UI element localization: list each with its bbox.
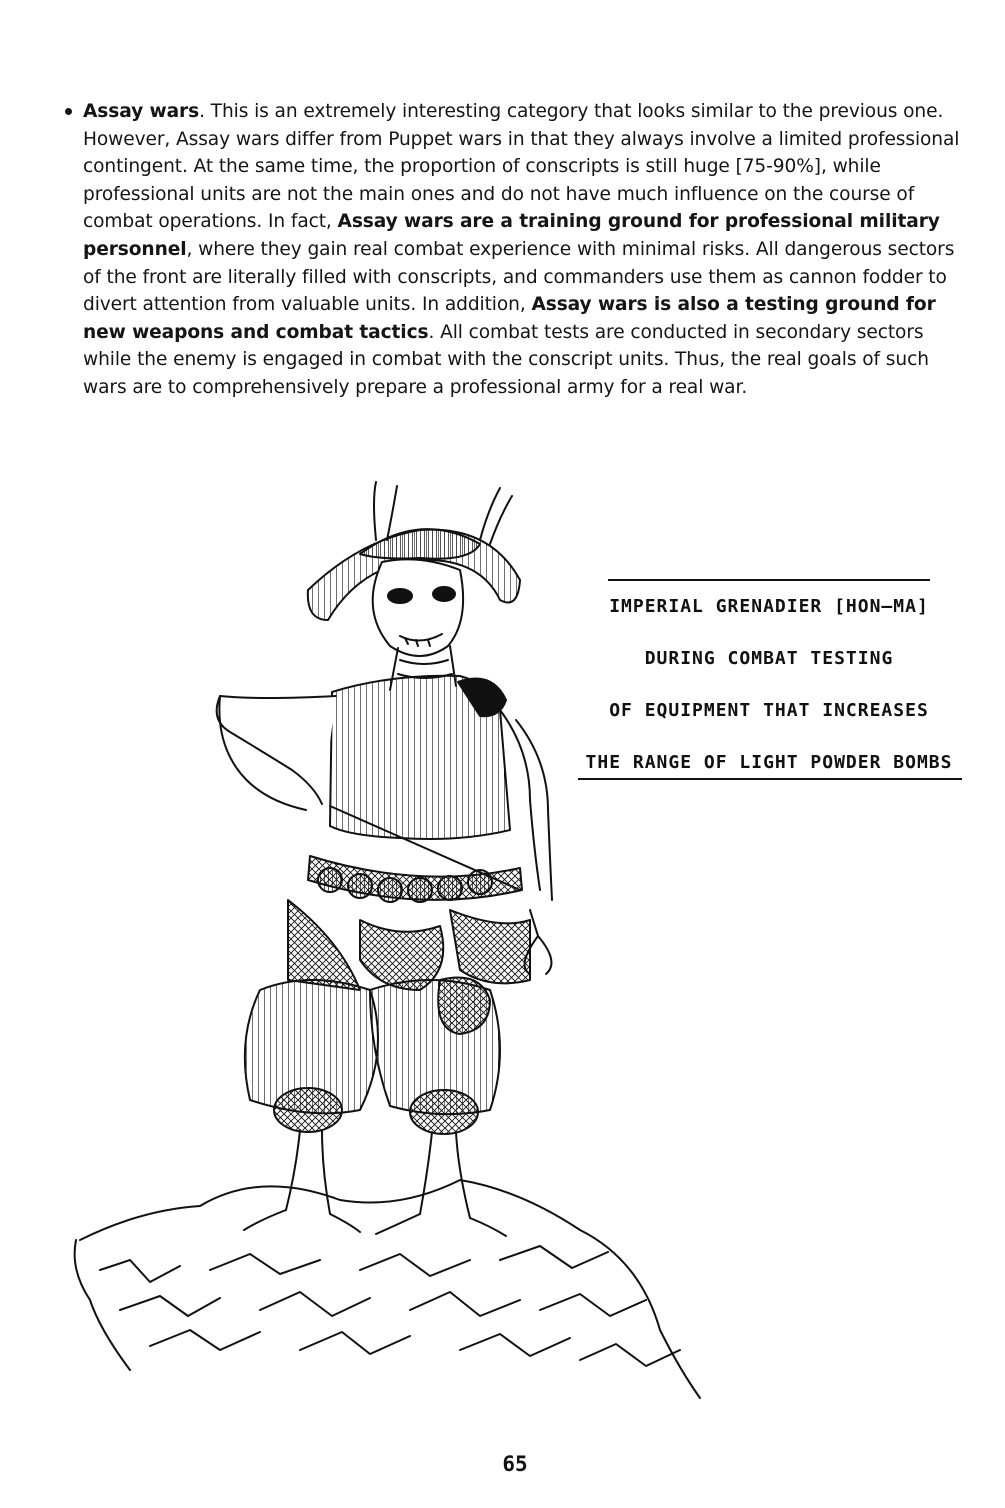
bullet-bold-2: Assay wars is also a testing ground for new weapons and combat tactics xyxy=(83,294,936,343)
bullet-term: Assay wars xyxy=(83,101,200,122)
caption-line-2: DURING COMBAT TESTING xyxy=(644,648,894,669)
rock-mound xyxy=(80,1180,700,1398)
bullet-text-3: . All combat tests are conducted in secondary sectors while the enemy is engaged in combat with the conscript units. Thus, the real goals of such wars are to comprehensively prepare a professional army for a real war. xyxy=(83,321,929,398)
bullet-text-1: . This is an extremely interesting category that looks similar to the previous one. However, Assay wars differ from Puppet wars in that they always involve a limited professional contingent. At the same time, the proportion of conscripts is still huge [75-90%], while professional units are not the main ones and do not have much influence on the course of combat operations. In fact, xyxy=(83,101,960,233)
antenna-left xyxy=(374,482,376,540)
bullet-dot xyxy=(65,108,72,115)
caption-line-3: OF EQUIPMENT THAT INCREASES xyxy=(609,700,929,721)
caption-bottom-rule xyxy=(578,778,962,780)
caption-line-4: THE RANGE OF LIGHT POWDER BOMBS xyxy=(585,752,953,773)
antenna-right xyxy=(480,488,500,540)
bullet-paragraph xyxy=(62,98,962,402)
bullet-bold-1: Assay wars are a training ground for professional military personnel xyxy=(83,211,940,260)
bullet-text-2: , where they gain real combat experience with minimal risks. All dangerous sectors of the front are literally filled with conscripts, and commanders use them as cannon fodder to divert attention from valuable units. In addition, xyxy=(83,238,955,316)
page-number: 65 xyxy=(502,1452,528,1476)
caption-top-rule xyxy=(608,579,930,581)
caption-line-1: IMPERIAL GRENADIER [HON–MA] xyxy=(609,596,929,617)
illustration-caption xyxy=(576,576,962,786)
bullet-item xyxy=(62,98,962,402)
